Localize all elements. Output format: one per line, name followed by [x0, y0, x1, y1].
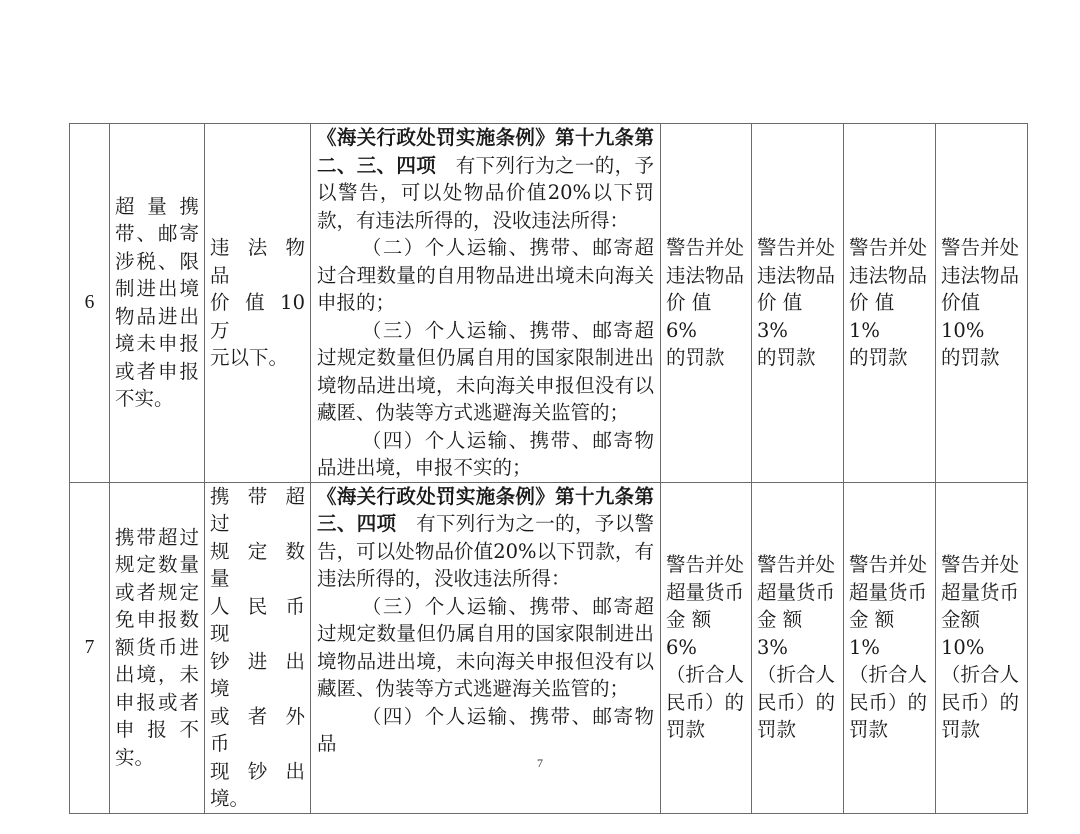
basis-item: （三）个人运输、携带、邮寄超过规定数量但仍属自用的国家限制进出境物品进出境，未向海关申报但没有以藏匿、伪装等方式逃避海关监管的； [317, 594, 654, 700]
condition: 违 法 物 品 价 值 10 万 元以下。 [205, 124, 311, 483]
penalty-level-4: 警告并处 超量货币 金额10% （折合人 民币）的 罚款 [936, 482, 1028, 813]
basis-item: （三）个人运输、携带、邮寄超过规定数量但仍属自用的国家限制进出境物品进出境，未向海关申报但没有以藏匿、伪装等方式逃避海关监管的； [317, 318, 654, 424]
penalty-level-3: 警告并处 违法物品 价 值 1% 的罚款 [844, 124, 936, 483]
basis-title: 《海关行政处罚实施条例》第十九条第二、三、四项 [317, 126, 654, 177]
basis-intro: 有下列行为之一的，予以警告，可以处物品价值20%以下罚款，有违法所得的，没收违法所得： [317, 512, 654, 590]
basis-title: 《海关行政处罚实施条例》第十九条第三、四项 [317, 484, 654, 535]
legal-basis [311, 124, 661, 483]
penalty-level-2: 警告并处 超量货币 金 额 3% （折合人 民币）的 罚款 [752, 482, 844, 813]
penalty-level-2: 警告并处 违法物品 价 值 3% 的罚款 [752, 124, 844, 483]
violation-behavior: 超 量 携 带、邮寄 涉税、限 制进出境 物品进出 境未申报 或者申报 不实。 [110, 124, 205, 483]
row-number: 7 [70, 482, 110, 813]
basis-intro: 有下列行为之一的，予以警告，可以处物品价值20%以下罚款，有违法所得的，没收违法所得： [317, 153, 654, 232]
penalty-level-3: 警告并处 超量货币 金 额 1% （折合人 民币）的 罚款 [844, 482, 936, 813]
penalty-level-4: 警告并处 违法物品 价值10% 的罚款 [936, 124, 1028, 483]
page-number: 7 [537, 756, 543, 770]
basis-item: （二）个人运输、携带、邮寄超过合理数量的自用物品进出境未向海关申报的； [317, 236, 654, 314]
table-row [70, 124, 1028, 483]
violation-behavior: 携带超过 规定数量 或者规定 免申报数 额货币进 出境，未 申报或者 申 报 不 实。 [110, 482, 205, 813]
penalty-level-1: 警告并处 违法物品 价 值 6% 的罚款 [661, 124, 752, 483]
basis-item: （四）个人运输、携带、邮寄物品 [317, 704, 654, 755]
row-number: 6 [70, 124, 110, 483]
condition: 携 带 超 过 规 定 数 量 人 民 币 现 钞 进 出 境 或 者 外 币 现 钞 出 境。 [205, 482, 311, 813]
penalty-level-1: 警告并处 超量货币 金 额 6% （折合人 民币）的 罚款 [661, 482, 752, 813]
penalty-table [69, 123, 1028, 814]
basis-item: （四）个人运输、携带、邮寄物品进出境，申报不实的； [317, 428, 654, 479]
